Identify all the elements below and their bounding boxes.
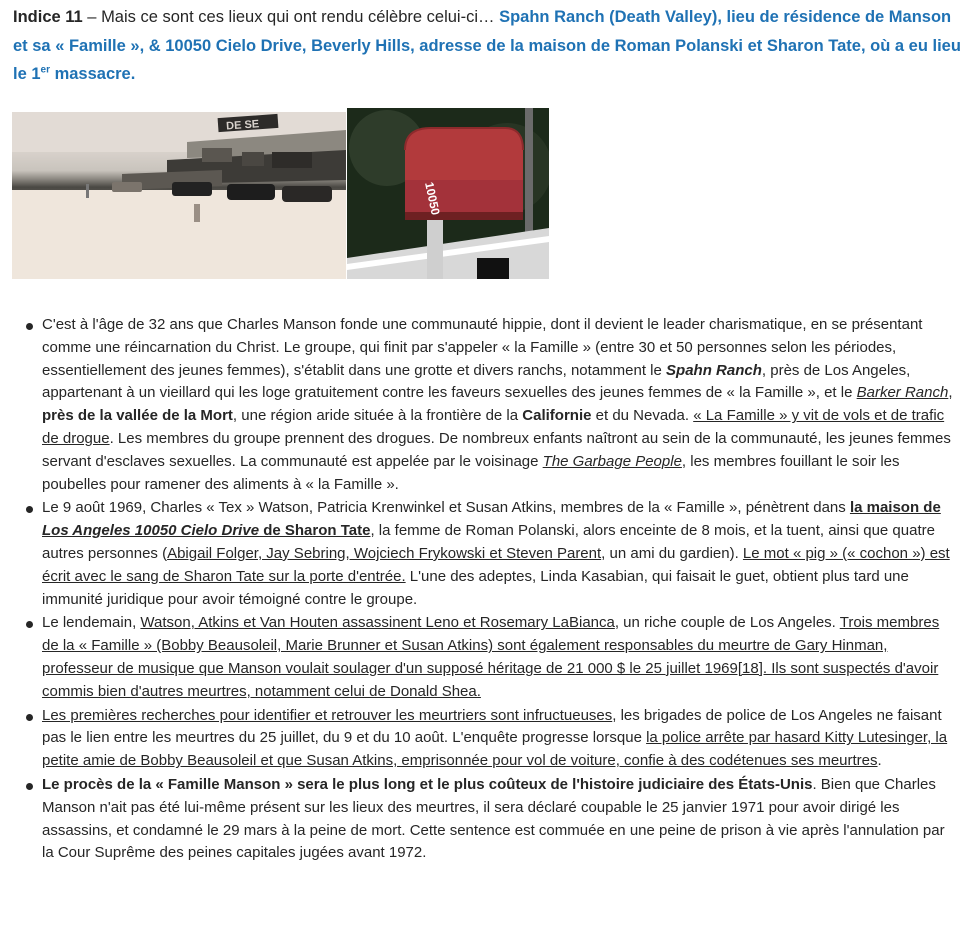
list-item — [30, 774, 960, 865]
bullet-list — [30, 314, 960, 866]
recherches-link[interactable]: Les premières recherches pour identifier et retrouver les meurtriers sont infructueuses — [42, 706, 613, 724]
cielo-drive-link[interactable]: la maison de — [849, 499, 941, 517]
victims-link[interactable]: Abigail Folger, Jay Sebring, Wojciech Frykowski et Steven Parent — [167, 544, 602, 562]
labianca-link[interactable]: Watson, Atkins et Van Houten assassinent Leno et Rosemary LaBianca — [140, 614, 615, 632]
text-run: , près de Los Angeles, appartenant à un vieillard qui les loge gratuitement contre les faveurs sexuelles des jeunes femmes de « la Famille », et le — [42, 361, 911, 402]
bullet-icon — [26, 621, 33, 628]
bullet-icon — [26, 783, 33, 790]
cielo-drive-mailbox-photo — [347, 108, 549, 279]
list-item — [30, 497, 960, 611]
text-run: , une région aride située à la frontière de la — [232, 407, 523, 425]
cielo-drive-link[interactable]: de Sharon Tate — [259, 522, 371, 540]
mailbox-illustration — [347, 108, 549, 279]
police-arrest-link[interactable]: la police arrête par hasard Kitty Lutesinger, la petite amie de Bobby Beausoleil et que Susan Atkins, emprisonnée pour vol de voiture, confie à des codétenues ses meurtres — [42, 729, 948, 770]
bullet-icon — [26, 714, 33, 721]
text-run: . Bien que Charles Manson n'ait pas été lui-même présent sur les lieux des meurtres, il sera déclaré coupable le 25 janvier 1971 pour avoir dirigé les assassins, et condamné le 29 mars à la peine de mort. Cette sentence est commuée en une peine de prison à vie après l'annulation par la Cour Suprême des peines capitales jugées avant 1972. — [42, 775, 945, 862]
garbage-people-link[interactable]: The Garbage People — [542, 452, 682, 470]
photo-strip — [12, 108, 549, 279]
bullet-icon — [26, 506, 33, 513]
text-run: . — [877, 752, 882, 770]
clue-answer: Spahn Ranch (Death Valley), lieu de résidence de Manson et sa « Famille », & 10050 Cielo Drive, Beverly Hills, adresse de la maison de Roman Polanski et Sharon Tate, où a eu lieu le 1 — [13, 8, 961, 83]
spahn-ranch-illustration — [12, 112, 346, 279]
clue-header — [13, 3, 963, 89]
text-run: Le 9 août 1969, Charles « Tex » Watson, Patricia Krenwinkel et Susan Atkins, membres de la « Famille », pénètrent dans — [42, 499, 850, 517]
text-emphasis: Spahn Ranch — [666, 361, 762, 379]
text-run: , la femme de Roman Polanski, alors enceinte de 8 mois, et la tuent, ainsi que quatre autres personnes ( — [42, 522, 935, 562]
spahn-ranch-photo — [12, 112, 346, 279]
text-run: et du Nevada. — [591, 407, 694, 425]
vols-drogue-link[interactable]: « La Famille » y vit de vols et de trafic de drogue — [42, 407, 945, 447]
clue-answer-tail: massacre. — [49, 65, 136, 83]
clue-label: Indice 11 — [13, 8, 83, 26]
text-run: C'est à l'âge de 32 ans que Charles Manson fonde une communauté hippie, dont il devient le leader charismatique, en se présentant comme une réincarnation du Christ. Le groupe, qui finit par s'appeler « la Famille » (entre 30 et 50 personnes selon les périodes, essentiellement des jeunes femmes), s'établit dans une grotte et divers ranchs, notamment le — [42, 316, 923, 379]
list-item — [30, 314, 960, 496]
text-run: Le lendemain, — [42, 614, 141, 632]
list-item — [30, 612, 960, 703]
barker-ranch-link[interactable]: Barker Ranch — [856, 384, 949, 402]
text-run: , les membres fouillant le soir les poubelles pour ramener des aliments à « la Famille ». — [42, 452, 900, 493]
text-run: . Les membres du groupe prennent des drogues. De nombreux enfants naîtront au sein de la communauté, les jeunes femmes servant d'esclaves sexuelles. La communauté est appelée par le voisinage — [42, 429, 951, 470]
text-emphasis: près de la vallée de la Mort — [42, 407, 233, 425]
text-run: , un ami du gardien). — [601, 544, 743, 562]
text-run: , les brigades de police de Los Angeles ne faisant pas le lien entre les meurtres du 25 juillet, du 9 et du 10 août. L'enquête progresse lorsque — [42, 706, 942, 747]
clue-intro: – Mais ce sont ces lieux qui ont rendu célèbre celui-ci… — [82, 8, 500, 26]
clue-ordinal-sup: er — [40, 64, 50, 76]
pig-word-link[interactable]: Le mot « pig » (« cochon ») est écrit avec le sang de Sharon Tate sur la porte d'entrée. — [42, 544, 950, 585]
text-emphasis: Le procès de la « Famille Manson » sera le plus long et le plus coûteux de l'histoire judiciaire des États-Unis — [42, 775, 813, 793]
text-run: , un riche couple de Los Angeles. — [614, 614, 840, 632]
text-run: , — [948, 384, 953, 402]
cielo-drive-link[interactable]: Los Angeles 10050 Cielo Drive — [42, 522, 260, 540]
ranch-sign-text: DE SE — [225, 118, 260, 133]
mailbox-number: 10050 — [422, 180, 443, 217]
list-item — [30, 705, 960, 773]
text-emphasis: Californie — [522, 407, 592, 425]
text-run: L'une des adeptes, Linda Kasabian, qui faisait le guet, obtient plus tard une immunité juridique pour avoir témoigné contre le groupe. — [42, 567, 909, 608]
bullet-icon — [26, 323, 33, 330]
hinman-link[interactable]: Trois membres de la « Famille » (Bobby Beausoleil, Marie Brunner et Susan Atkins) sont également responsables du meurtre de Gary Hinman, professeur de musique que Manson voulait soulager d'un supposé héritage de 21 000 $ le 25 juillet 1969[18]. Ils sont suspectés d'avoir commis bien d'autres meurtres, notamment celui de Donald Shea. — [42, 614, 940, 700]
